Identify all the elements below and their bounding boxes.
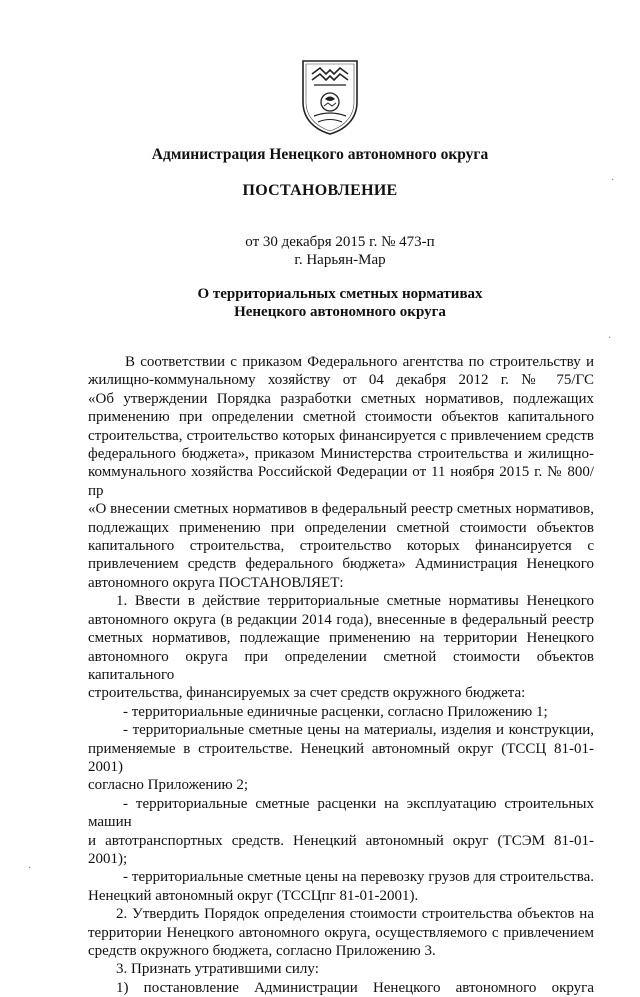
body-line: строительства, финансируемых за счет средств окружного бюджета: [88, 685, 526, 702]
body-line: - территориальные единичные расценки, согласно Приложению 1; [123, 703, 548, 720]
body-line: - территориальные сметные цены на материалы, изделия и конструкции, [123, 722, 594, 739]
body-line: - территориальные сметные расценки на эксплуатацию строительных машин [88, 795, 594, 831]
body-line: 3. Признать утратившими силу: [116, 961, 319, 978]
body-line: «Об утверждении Порядка разработки сметных нормативов, подлежащих [88, 390, 594, 407]
body-line: Ненецкий автономный округ (ТССЦпг 81-01-2001). [88, 887, 419, 904]
body-line: - территориальные сметные цены на перевозку грузов для строительства. [123, 869, 594, 886]
scan-speck: · [28, 863, 32, 874]
body-line: федерального бюджета», приказом Министерства строительства и жилищно- [88, 446, 594, 463]
body-line: применяемые в строительстве. Ненецкий автономный округ (ТССЦ 81-01-2001) [88, 740, 594, 775]
body-line: привлечением средств федерального бюджета» Администрация Ненецкого [88, 556, 594, 573]
body-line: сметных нормативов, подлежащие применению на территории Ненецкого [88, 630, 594, 647]
body-line: подлежащих применению при определении сметной стоимости объектов [88, 519, 594, 536]
document-subject [0, 285, 640, 321]
body-line: 1) постановление Администрации Ненецкого автономного округа [116, 979, 594, 996]
document-date-number: от 30 декабря 2015 г. № 473-п [245, 234, 435, 250]
body-line: согласно Приложению 2; [88, 777, 249, 794]
document-place: г. Нарьян-Мар [294, 252, 386, 268]
body-line: средств окружного бюджета, согласно Приложению 3. [88, 943, 436, 959]
coat-of-arms-icon [300, 58, 360, 136]
body-line: 1. Ввести в действие территориальные сметные нормативы Ненецкого [116, 593, 594, 610]
body-line: строительства, строительство которых финансируется с привлечением средств [88, 427, 594, 444]
issuing-authority: Администрация Ненецкого автономного округа [151, 146, 489, 163]
body-line: автономного округа (в редакции 2014 года), внесенные в федеральный реестр [88, 611, 594, 628]
body-line: автономного округа при определении сметной стоимости объектов капитального [88, 648, 594, 683]
body-line: жилищно-коммунальному хозяйству от 04 декабря 2012 г. № 75/ГС [88, 372, 594, 389]
body-line: 2. Утвердить Порядок определения стоимости строительства объектов на [116, 906, 594, 923]
body-line: применению при определении сметной стоимости объектов капитального [88, 409, 594, 426]
body-line: «О внесении сметных нормативов в федеральный реестр сметных нормативов, [88, 501, 594, 518]
body-line: автономного округа ПОСТАНОВЛЯЕТ: [88, 574, 344, 591]
body-line: В соответствии с приказом Федерального агентства по строительству и [125, 354, 594, 370]
body-line: коммунального хозяйства Российской Федерации от 11 ноября 2015 г. № 800/пр [88, 464, 594, 499]
body-line: территории Ненецкого автономного округа, осуществляемого с привлечением [88, 924, 594, 941]
subject-line: О территориальных сметных нормативах [197, 286, 483, 302]
body-line: и автотранспортных средств. Ненецкий автономный округ (ТСЭМ 81-01-2001); [88, 832, 594, 867]
subject-line: Ненецкого автономного округа [234, 304, 446, 320]
scan-speck: · [608, 333, 612, 344]
document-type-heading: ПОСТАНОВЛЕНИЕ [242, 182, 398, 199]
body-line: капитального строительства, строительство которых финансируется с [88, 538, 594, 555]
scan-speck: · [611, 175, 615, 186]
document-body [88, 353, 594, 997]
